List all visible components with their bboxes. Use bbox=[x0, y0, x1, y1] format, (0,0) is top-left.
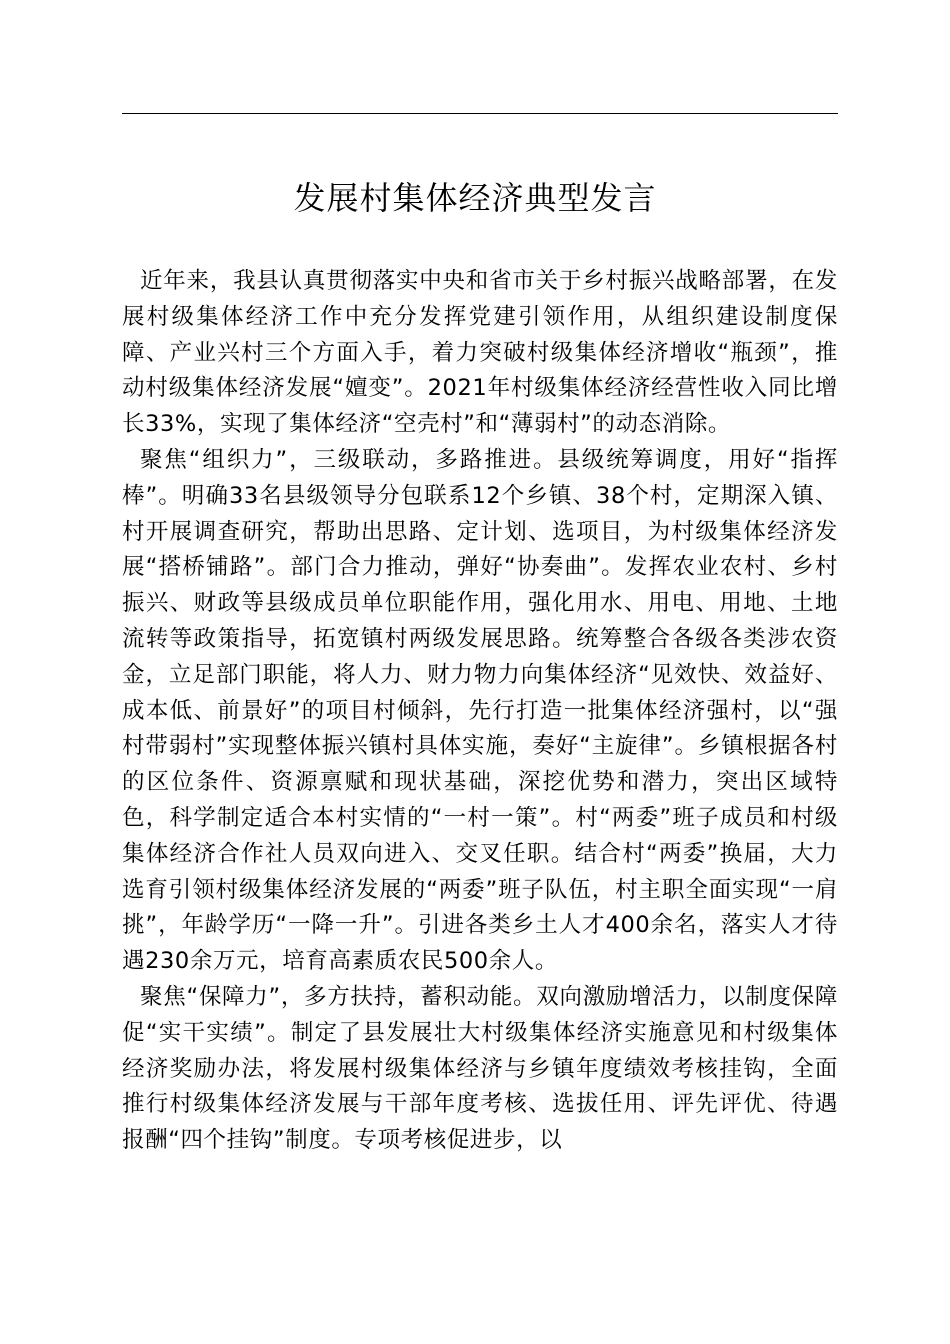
header-rule bbox=[122, 113, 838, 114]
paragraph-organization: 聚焦“组织力”，三级联动，多路推进。县级统筹调度，用好“指挥棒”。明确33名县级领导分包联系12个乡镇、38个村，定期深入镇、村开展调查研究，帮助出思路、定计划、选项目，为村级集体经济发展“搭桥铺路”。部门合力推动，弹好“协奏曲”。发挥农业农村、乡村振兴、财政等县级成员单位职能作用，强化用水、用电、用地、土地流转等政策指导，拓宽镇村两级发展思路。统筹整合各级各类涉农资金，立足部门职能，将人力、财力物力向集体经济“见效快、效益好、成本低、前景好”的项目村倾斜，先行打造一批集体经济强村，以“强村带弱村”实现整体振兴镇村具体实施，奏好“主旋律”。乡镇根据各村的区位条件、资源禀赋和现状基础，深挖优势和潜力，突出区域特色，科学制定适合本村实情的“一村一策”。村“两委”班子成员和村级集体经济合作社人员双向进入、交叉任职。结合村“两委”换届，大力选育引领村级集体经济发展的“两委”班子队伍，村主职全面实现“一肩挑”，年龄学历“一降一升”。引进各类乡土人才400余名，落实人才待遇230余万元，培育高素质农民500余人。 bbox=[122, 446, 838, 975]
document-body bbox=[122, 264, 838, 1159]
paragraph-intro: 近年来，我县认真贯彻落实中央和省市关于乡村振兴战略部署，在发展村级集体经济工作中充分发挥党建引领作用，从组织建设制度保障、产业兴村三个方面入手，着力突破村级集体经济增收“瓶颈”，推动村级集体经济发展“嬗变”。2021年村级集体经济经营性收入同比增长33%，实现了集体经济“空壳村”和“薄弱村”的动态消除。 bbox=[122, 268, 838, 438]
document-title: 发展村集体经济典型发言 bbox=[293, 179, 657, 217]
paragraph-guarantee: 聚焦“保障力”，多方扶持，蓄积动能。双向激励增活力，以制度保障促“实干实绩”。制定了县发展壮大村级集体经济实施意见和村级集体经济奖励办法，将发展村级集体经济与乡镇年度绩效考核挂钩，全面推行村级集体经济发展与干部年度考核、选拔任用、评先评优、待遇报酬“四个挂钩”制度。专项考核促进步，以 bbox=[122, 983, 838, 1154]
